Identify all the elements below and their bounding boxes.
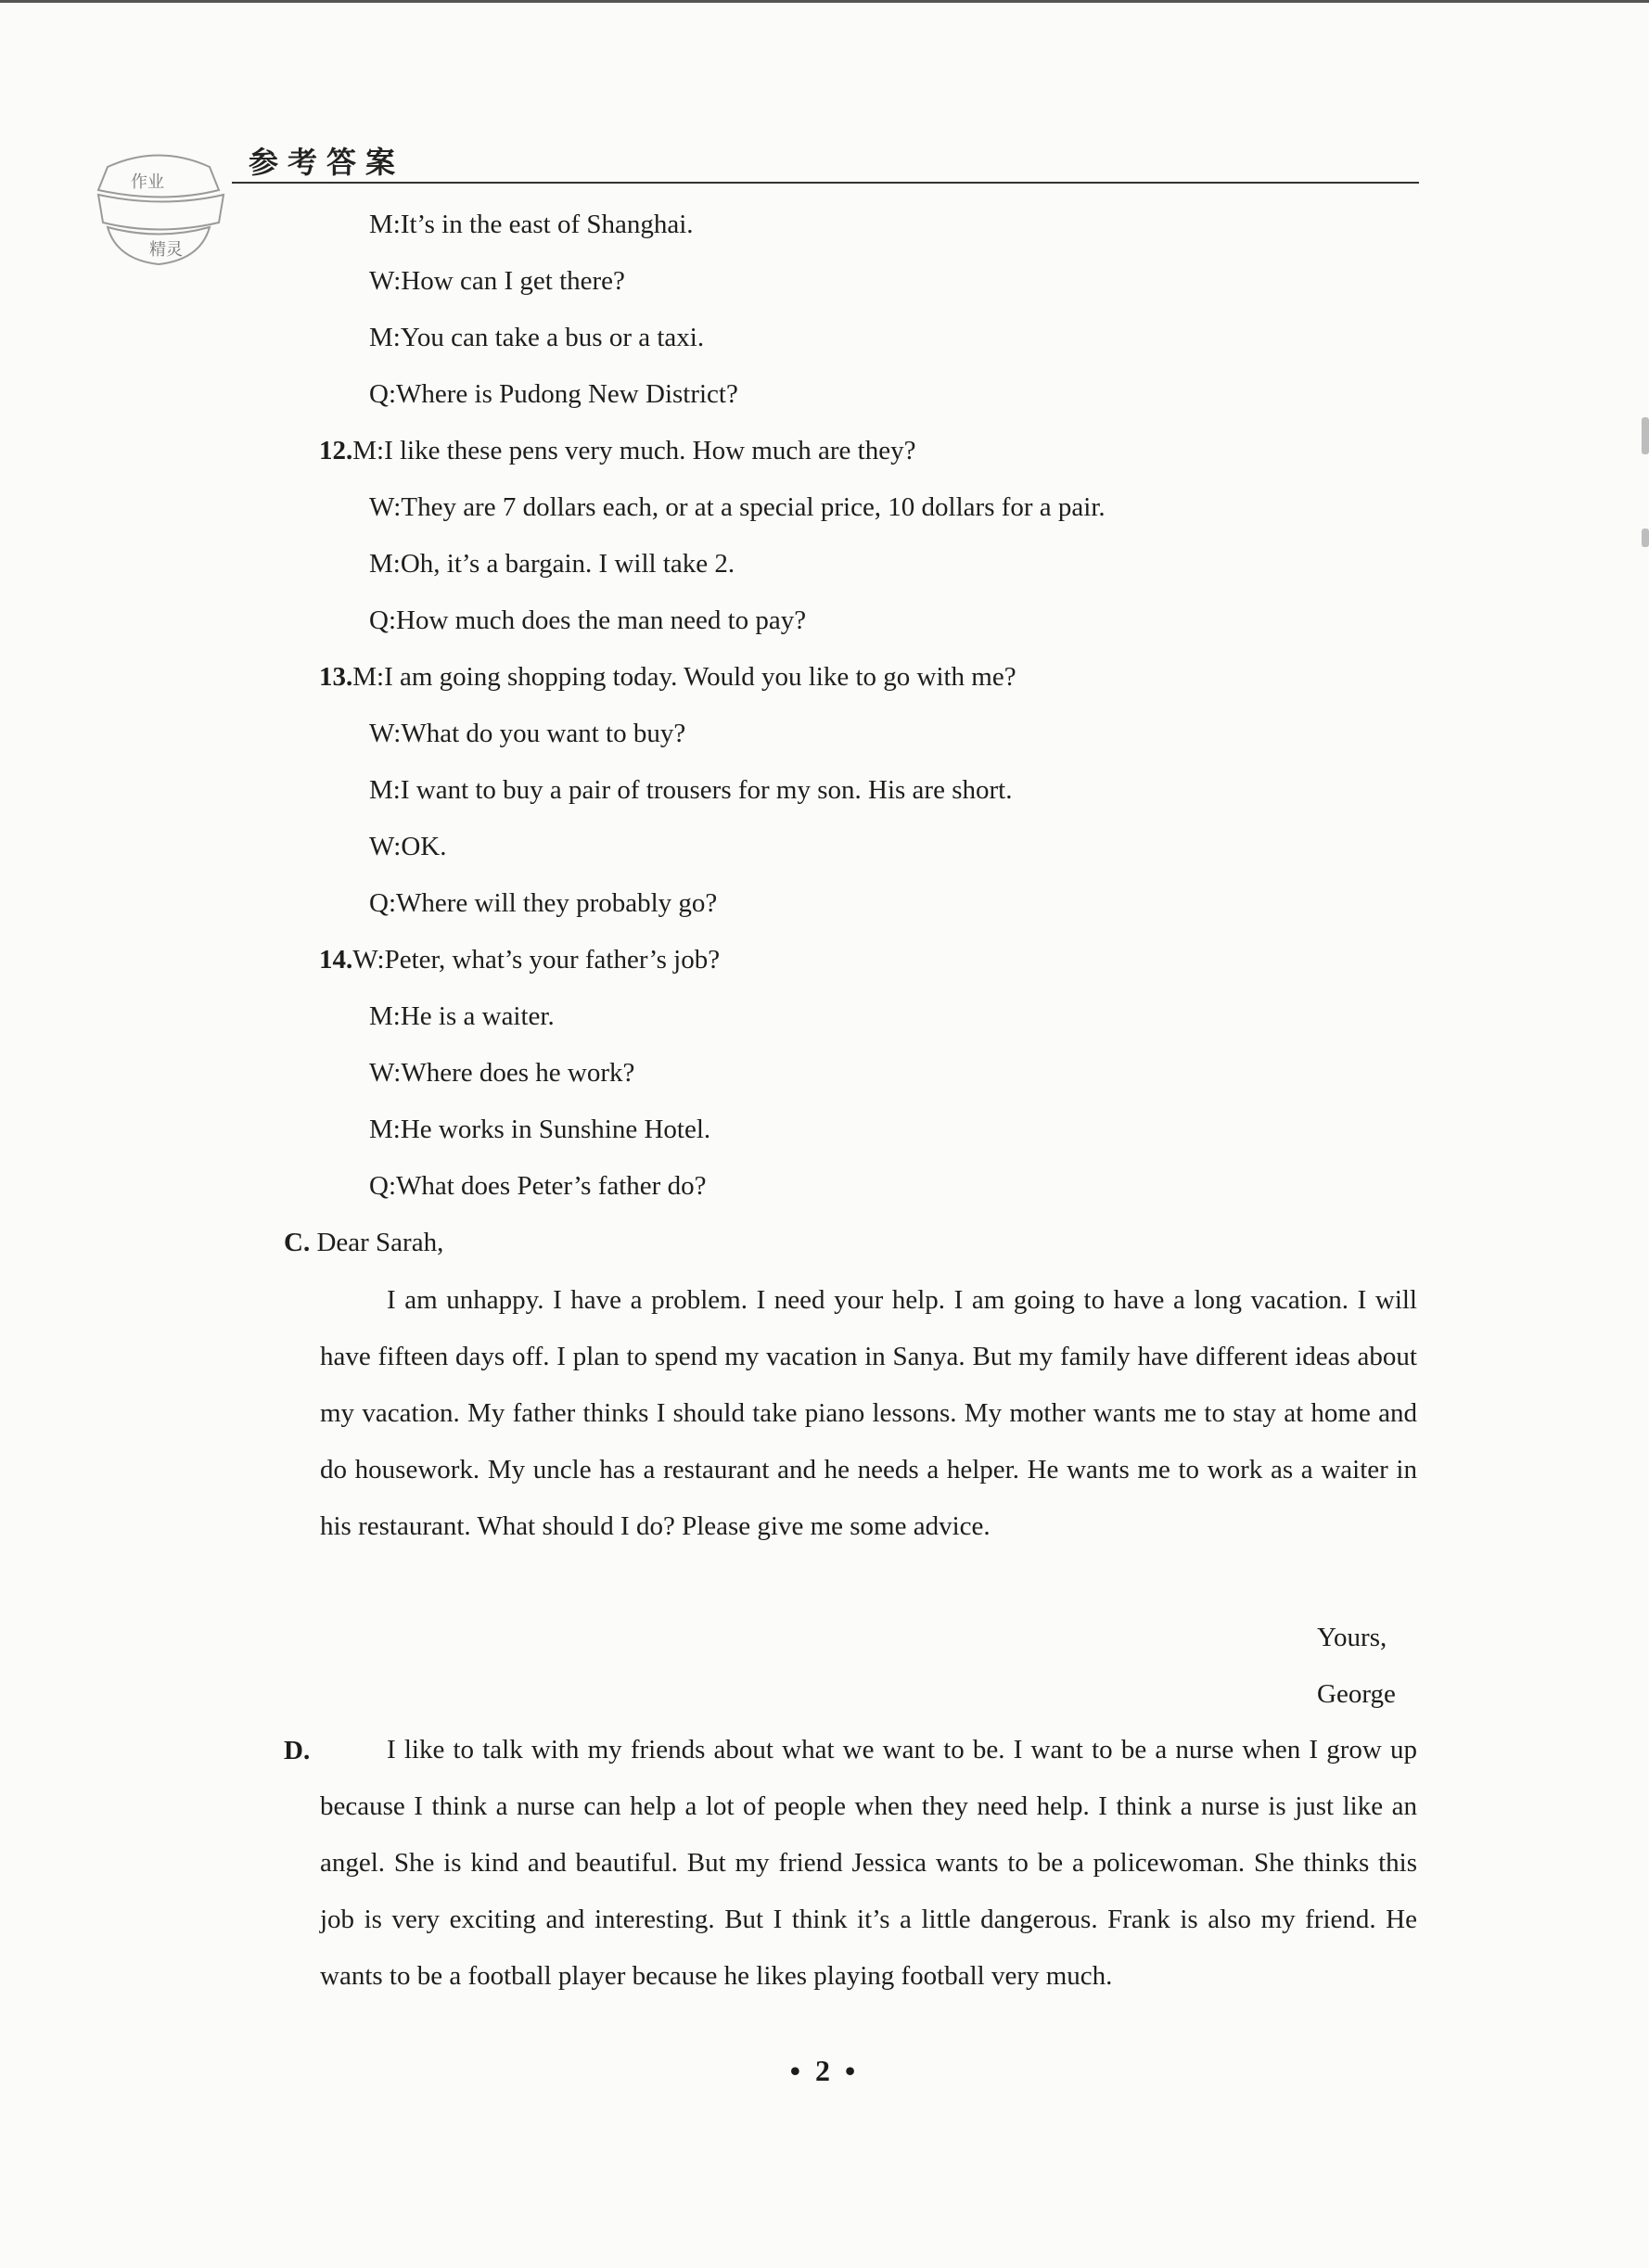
section-d-label: D. bbox=[284, 1736, 311, 1765]
dialogue-line: Q:How much does the man need to pay? bbox=[369, 605, 807, 635]
item-12-first-line bbox=[319, 432, 915, 469]
zuoye-jingling-logo bbox=[89, 148, 228, 278]
svg-text:精灵: 精灵 bbox=[149, 240, 183, 260]
item-number: 13. bbox=[319, 662, 353, 692]
dialogue-line: Q:Where will they probably go? bbox=[369, 888, 718, 918]
dialogue-line: M:Oh, it’s a bargain. I will take 2. bbox=[369, 549, 735, 579]
header-title: 参考答案 bbox=[249, 145, 405, 180]
dialogue-line: W:How can I get there? bbox=[369, 266, 625, 296]
section-d-passage: I like to talk with my friends about what we want to be. I want to be a nurse when I grow up because I think a nurse can help a lot of people when they need help. I think a nurse is just like an angel. She is kind and beautiful. But my friend Jessica wants to be a policewoman. She thinks this job is very exciting and interesting. But I think it’s a little dangerous. Frank is also my friend. He wants to be a football player because he likes playing football very much. bbox=[320, 1735, 1417, 1991]
page-number: • 2 • bbox=[789, 2054, 860, 2087]
scan-edge-mark bbox=[1642, 417, 1649, 454]
letter-body: I am unhappy. I have a problem. I need your help. I am going to have a long vacation. I will have fifteen days off. I plan to spend my vacation in Sanya. But my family have different ideas about my vacation. My father thinks I should take piano lessons. My mother wants me to stay at home and do housework. My uncle has a restaurant and he needs a helper. He wants me to work as a waiter in his restaurant. What should I do? Please give me some advice. bbox=[320, 1285, 1417, 1541]
svg-text:作业: 作业 bbox=[131, 172, 164, 192]
dialogue-line: M:He works in Sunshine Hotel. bbox=[369, 1115, 711, 1144]
header-rule bbox=[232, 182, 1419, 184]
section-label: C. bbox=[284, 1228, 311, 1257]
scan-edge-mark bbox=[1642, 529, 1649, 547]
dialogue-line: M:He is a waiter. bbox=[369, 1001, 555, 1031]
letter-greeting: Dear Sarah, bbox=[316, 1228, 444, 1257]
dialogue-line: M:I like these pens very much. How much are they? bbox=[352, 436, 916, 465]
dialogue-line: W:They are 7 dollars each, or at a special price, 10 dollars for a pair. bbox=[369, 492, 1106, 522]
dialogue-line: W:What do you want to buy? bbox=[369, 719, 686, 748]
dialogue-line: M:I am going shopping today. Would you like to go with me? bbox=[352, 662, 1016, 692]
dialogue-line: W:Where does he work? bbox=[369, 1058, 635, 1088]
dialogue-line: M:I want to buy a pair of trousers for my son. His are short. bbox=[369, 775, 1013, 805]
letter-signature: George bbox=[1317, 1679, 1396, 1709]
dialogue-line: W:Peter, what’s your father’s job? bbox=[352, 945, 721, 975]
dialogue-line: W:OK. bbox=[369, 832, 447, 861]
dialogue-line: M:It’s in the east of Shanghai. bbox=[369, 210, 694, 239]
dialogue-line: Q:What does Peter’s father do? bbox=[369, 1171, 707, 1201]
item-14-first-line bbox=[319, 941, 720, 978]
letter-closing: Yours, bbox=[1317, 1623, 1387, 1652]
item-13-first-line bbox=[319, 658, 1016, 695]
dialogue-line: Q:Where is Pudong New District? bbox=[369, 379, 738, 409]
item-number: 14. bbox=[319, 945, 353, 975]
dialogue-line: M:You can take a bus or a taxi. bbox=[369, 323, 705, 352]
top-border bbox=[0, 0, 1649, 3]
item-number: 12. bbox=[319, 436, 353, 465]
section-c-heading bbox=[284, 1224, 443, 1261]
